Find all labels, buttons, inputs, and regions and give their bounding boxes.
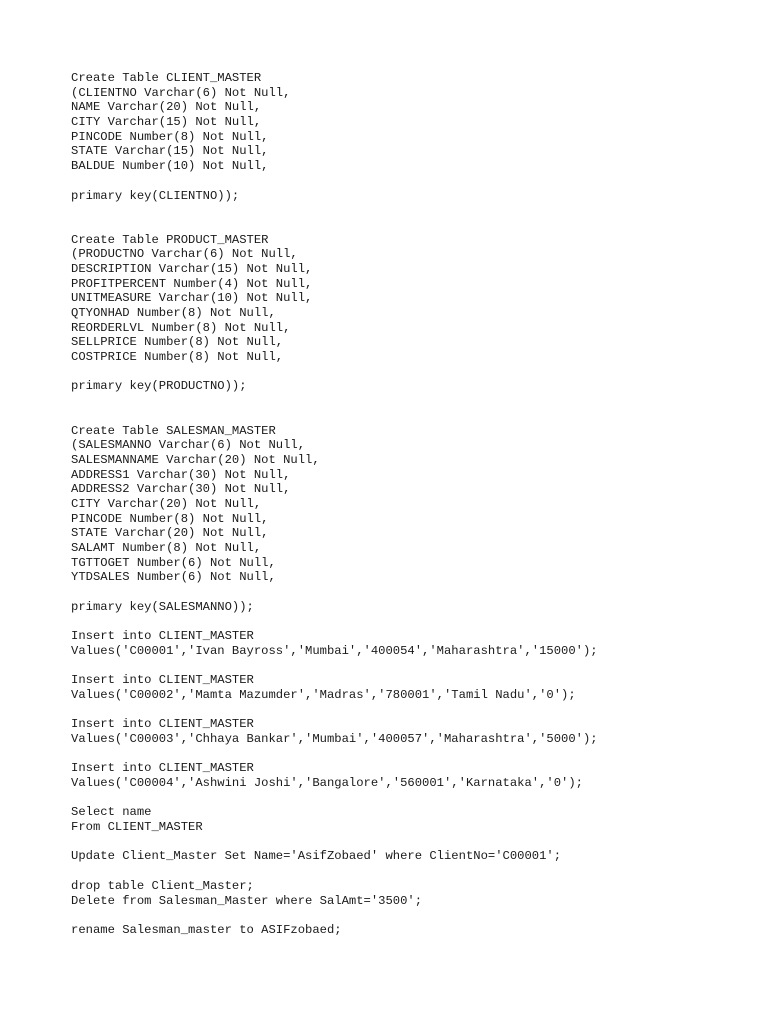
code-line: YTDSALES Number(6) Not Null,	[71, 570, 276, 585]
code-line: Values('C00002','Mamta Mazumder','Madras','780001','Tamil Nadu','0');	[71, 687, 576, 702]
sql-document	[71, 71, 751, 938]
code-line: UNITMEASURE Varchar(10) Not Null,	[71, 291, 313, 306]
sql-statement-block	[71, 379, 751, 394]
code-line: Create Table PRODUCT_MASTER	[71, 232, 269, 247]
blank-line	[71, 585, 751, 600]
code-line: SALAMT Number(8) Not Null,	[71, 541, 262, 556]
sql-statement-block	[71, 879, 751, 908]
blank-line	[71, 835, 751, 850]
code-line: DESCRIPTION Varchar(15) Not Null,	[71, 261, 313, 276]
sql-statement-block	[71, 600, 751, 615]
code-line: PINCODE Number(8) Not Null,	[71, 129, 269, 144]
code-line: (CLIENTNO Varchar(6) Not Null,	[71, 85, 291, 100]
code-line: ADDRESS2 Varchar(30) Not Null,	[71, 482, 291, 497]
blank-line	[71, 203, 751, 232]
code-line: Insert into CLIENT_MASTER	[71, 761, 254, 776]
code-line: (SALESMANNO Varchar(6) Not Null,	[71, 438, 306, 453]
code-line: Values('C00001','Ivan Bayross','Mumbai','400054','Maharashtra','15000');	[71, 643, 598, 658]
blank-line	[71, 864, 751, 879]
blank-line	[71, 747, 751, 762]
code-line: Create Table CLIENT_MASTER	[71, 71, 262, 85]
code-line: STATE Varchar(15) Not Null,	[71, 144, 269, 159]
code-line: NAME Varchar(20) Not Null,	[71, 100, 262, 115]
sql-statement-block	[71, 424, 751, 586]
code-line: primary key(SALESMANNO));	[71, 599, 254, 614]
code-line: BALDUE Number(10) Not Null,	[71, 159, 269, 174]
blank-line	[71, 703, 751, 718]
code-line: Create Table SALESMAN_MASTER	[71, 423, 276, 438]
code-line: REORDERLVL Number(8) Not Null,	[71, 320, 291, 335]
sql-statement-block	[71, 233, 751, 365]
code-line: STATE Varchar(20) Not Null,	[71, 526, 269, 541]
code-line: QTYONHAD Number(8) Not Null,	[71, 306, 276, 321]
code-line: TGTTOGET Number(6) Not Null,	[71, 555, 276, 570]
sql-statement-block	[71, 71, 751, 174]
code-line: Select name	[71, 805, 152, 820]
code-line: Values('C00003','Chhaya Bankar','Mumbai','400057','Maharashtra','5000');	[71, 731, 598, 746]
code-line: SELLPRICE Number(8) Not Null,	[71, 335, 284, 350]
code-line: CITY Varchar(20) Not Null,	[71, 496, 262, 511]
sql-statement-block	[71, 189, 751, 204]
code-line: Delete from Salesman_Master where SalAmt='3500';	[71, 893, 423, 908]
blank-line	[71, 659, 751, 674]
code-line: PROFITPERCENT Number(4) Not Null,	[71, 276, 313, 291]
blank-line	[71, 614, 751, 629]
sql-statement-block	[71, 673, 751, 702]
sql-statement-block	[71, 717, 751, 746]
code-line: From CLIENT_MASTER	[71, 820, 203, 835]
sql-statement-block	[71, 629, 751, 658]
code-line: Insert into CLIENT_MASTER	[71, 629, 254, 644]
code-line: Values('C00004','Ashwini Joshi','Bangalore','560001','Karnataka','0');	[71, 776, 583, 791]
code-line: drop table Client_Master;	[71, 878, 254, 893]
code-line: CITY Varchar(15) Not Null,	[71, 115, 262, 130]
blank-line	[71, 365, 751, 380]
code-line: Insert into CLIENT_MASTER	[71, 717, 254, 732]
code-line: PINCODE Number(8) Not Null,	[71, 511, 269, 526]
code-line: SALESMANNAME Varchar(20) Not Null,	[71, 452, 320, 467]
sql-statement-block	[71, 761, 751, 790]
blank-line	[71, 908, 751, 923]
sql-statement-block	[71, 805, 751, 834]
sql-statement-block	[71, 849, 751, 864]
code-line: primary key(CLIENTNO));	[71, 188, 240, 203]
code-line: (PRODUCTNO Varchar(6) Not Null,	[71, 247, 298, 262]
code-line: COSTPRICE Number(8) Not Null,	[71, 350, 284, 365]
sql-statement-block	[71, 923, 751, 938]
code-line: ADDRESS1 Varchar(30) Not Null,	[71, 467, 291, 482]
blank-line	[71, 791, 751, 806]
blank-line	[71, 394, 751, 423]
code-line: Update Client_Master Set Name='AsifZobaed' where ClientNo='C00001';	[71, 849, 562, 864]
blank-line	[71, 174, 751, 189]
code-line: rename Salesman_master to ASIFzobaed;	[71, 922, 342, 937]
code-line: Insert into CLIENT_MASTER	[71, 673, 254, 688]
code-line: primary key(PRODUCTNO));	[71, 379, 247, 394]
